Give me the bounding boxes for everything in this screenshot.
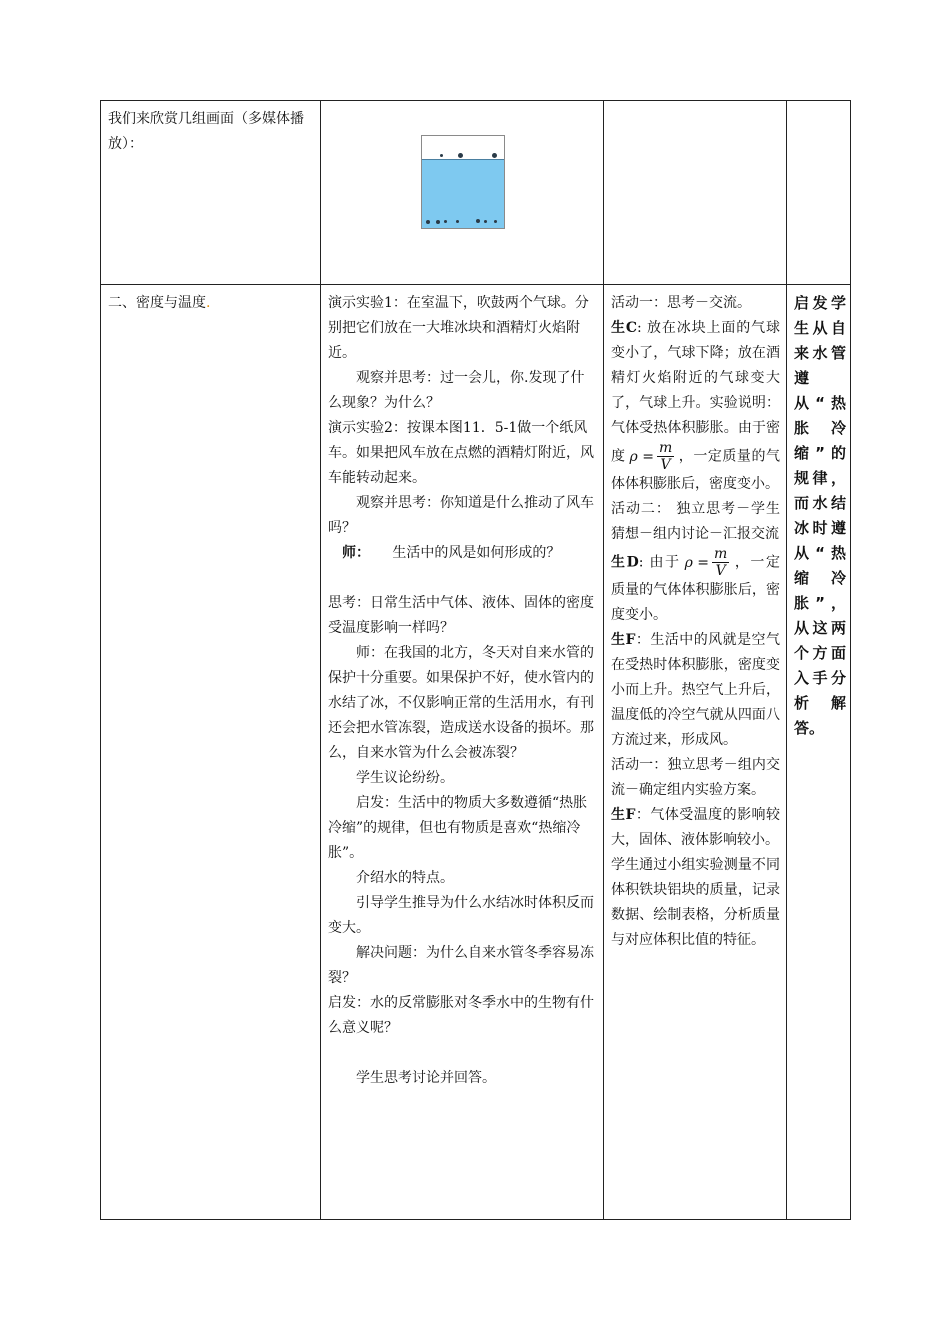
particle: [440, 154, 443, 157]
teacher-paragraph: [328, 941, 597, 991]
cell-design-note: [787, 285, 851, 1220]
answer-tail: ，一定质量的气体体积膨胀后，密度变小。: [611, 554, 781, 623]
student-label: 生D: [611, 554, 639, 571]
paragraph-text: 学生思考讨论并回答。: [356, 1070, 496, 1086]
spacer: [328, 566, 597, 591]
particle: [484, 220, 487, 223]
cell-empty: [604, 101, 787, 285]
teacher-activity-text: [321, 285, 603, 1091]
paragraph-text: 思考：日常生活中气体、液体、固体的密度受温度影响一样吗？: [328, 595, 594, 636]
section-title-mark: .: [206, 295, 211, 311]
cell-empty: [787, 101, 851, 285]
spacer: [328, 1041, 597, 1066]
table-row: [101, 285, 851, 1220]
formula-lhs: ρ =: [684, 554, 710, 571]
intro-text: 我们来欣赏几组画面（多媒体播放）：: [108, 111, 304, 152]
particle: [476, 219, 480, 223]
paragraph-text: 学生议论纷纷。: [356, 770, 454, 786]
teacher-paragraph: [328, 766, 597, 791]
teacher-paragraph: [328, 366, 597, 416]
student-activity-text: [604, 285, 786, 953]
section-title: [101, 285, 320, 316]
student-c-answer: [611, 316, 780, 497]
cell-student-activity: [604, 285, 787, 1220]
teacher-paragraph: [328, 791, 597, 866]
activity-2: 活动二： 独立思考－学生猜想－组内讨论－汇报交流: [611, 501, 780, 542]
particle: [456, 220, 459, 223]
cell-section-title: [101, 285, 321, 1220]
lesson-plan-table: [100, 100, 851, 1220]
teacher-paragraph: [328, 591, 597, 641]
design-note: 启发学生从自来水管遵从“热胀冷缩”的规律，而水结冰时遵从“热缩冷胀”，从这两个方面入手分析解答。: [794, 294, 846, 737]
paragraph-text: 观察并思考：过一会儿，你.发现了什么现象？为什么？: [328, 370, 585, 411]
student-label: 生C: [611, 320, 638, 336]
paragraph-text: 师：在我国的北方，冬天对自来水管的保护十分重要。如果保护不好，使水管内的水结了冰，不仅影响正常的生活用水，有刊还会把水管冻裂，造成送水设备的损坏。那么，自来水管为什么会被冻裂？: [328, 645, 594, 761]
teacher-paragraph: [328, 541, 597, 566]
paragraph-text: 演示实验1：在室温下，吹鼓两个气球。分别把它们放在一大堆冰块和酒精灯火焰附近。: [328, 295, 589, 361]
activity-3: 活动一：独立思考－组内交流－确定组内实验方案。: [611, 757, 780, 798]
paragraph-text: 启发：生活中的物质大多数遵循“热胀冷缩”的规律，但也有物质是喜欢“热缩冷胀”。: [328, 795, 588, 861]
particle: [426, 220, 430, 224]
student-label: 生F: [611, 807, 636, 823]
teacher-paragraph: [328, 416, 597, 491]
cell-animation: [321, 101, 604, 285]
paragraph-text: 引导学生推导为什么水结冰时体积反而变大。: [328, 895, 594, 936]
paragraph-text: 介绍水的特点。: [356, 870, 454, 886]
teacher-paragraph: [328, 491, 597, 541]
teacher-paragraph: [328, 866, 597, 891]
water-container-animation: [421, 135, 505, 229]
student-f-answer: [611, 628, 780, 753]
particle: [444, 220, 447, 223]
student-f-answer-2: [611, 803, 780, 853]
particle: [494, 220, 497, 223]
formula-fraction: $\frac{m}{V}$: [714, 546, 728, 579]
formula-lhs: ρ =: [629, 448, 654, 465]
teacher-paragraph: [328, 1066, 597, 1091]
cell-teacher-activity: [321, 285, 604, 1220]
teacher-label: 师：: [342, 545, 370, 561]
particle: [492, 153, 497, 158]
table-row: [101, 101, 851, 285]
paragraph-text: 演示实验2：按课本图11．5-1做一个纸风车。如果把风车放在点燃的酒精灯附近，风车能转动起来。: [328, 420, 594, 486]
density-formula: [630, 441, 675, 472]
group-experiment: 学生通过小组实验测量不同体积铁块铝块的质量，记录数据、绘制表格，分析质量与对应体积比值的特征。: [611, 857, 780, 948]
answer-text: ：气体受温度的影响较大，固体、液体影响较小。: [611, 807, 780, 848]
student-d-answer: [611, 547, 780, 628]
activity-1: 活动一：思考－交流。: [611, 295, 751, 311]
section-title-text: 二、密度与温度: [108, 295, 206, 311]
teacher-paragraph: [328, 291, 597, 366]
answer-text: ：生活中的风就是空气在受热时体积膨胀，密度变小而上升。热空气上升后，温度低的冷空气就从四面八方流过来，形成风。: [611, 632, 780, 748]
answer-tail: ，一定质量的气体体积膨胀后，密度变小。: [611, 448, 781, 492]
cell-activity-intro: [101, 101, 321, 285]
density-formula: [685, 547, 730, 578]
paragraph-text: 生活中的风是如何形成的？: [392, 545, 561, 561]
water-fill: [422, 159, 504, 228]
paragraph-text: 解决问题：为什么自来水管冬季容易冻裂？: [328, 945, 594, 986]
particle: [458, 153, 463, 158]
formula-fraction: $\frac{m}{V}$: [658, 440, 673, 473]
particle: [436, 220, 440, 224]
teacher-paragraph: [328, 891, 597, 941]
student-label: 生F: [611, 632, 636, 648]
answer-text: : 放在冰块上面的气球变小了，气球下降；放在酒精灯火焰附近的气球变大了，气球上升。实验说明：气体受热体积膨胀。由于密度: [611, 320, 780, 465]
teacher-paragraph: [328, 991, 597, 1041]
paragraph-text: 观察并思考：你知道是什么推动了风车吗？: [328, 495, 594, 536]
paragraph-text: 启发：水的反常膨胀对冬季水中的生物有什么意义呢？: [328, 995, 594, 1036]
answer-text: : 由于: [638, 554, 681, 571]
teacher-paragraph: [328, 641, 597, 766]
